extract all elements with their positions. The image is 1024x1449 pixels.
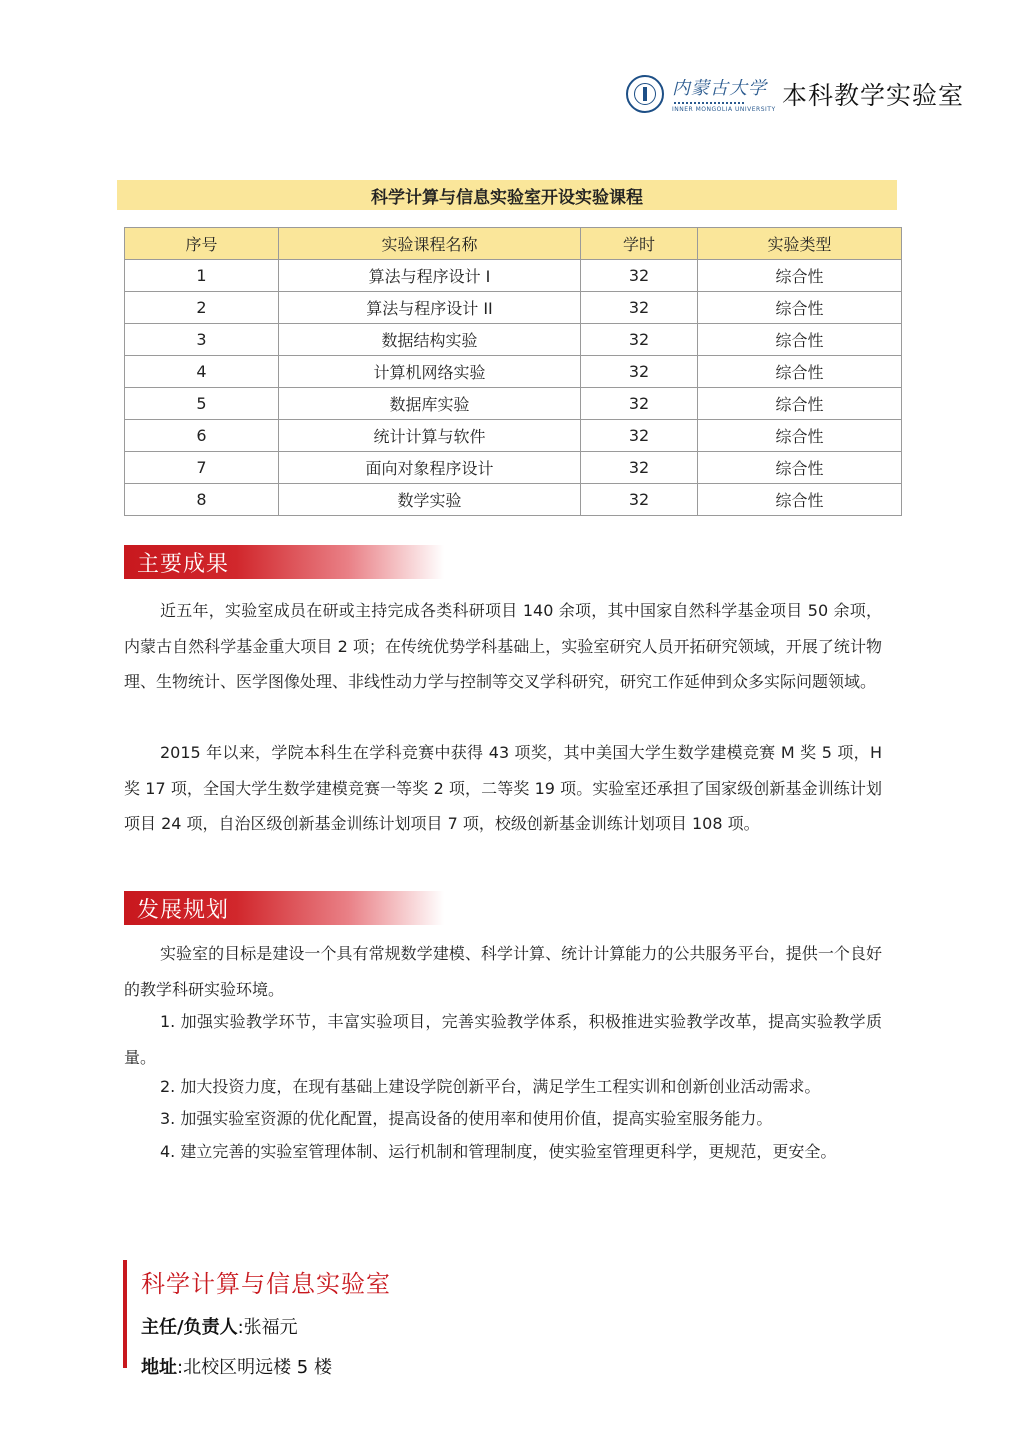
- address-line: [141, 1353, 391, 1379]
- director-line: [141, 1313, 391, 1339]
- cell-no: 8: [125, 484, 279, 516]
- cell-hours: 32: [581, 388, 698, 420]
- cell-course-name: 计算机网络实验: [279, 356, 581, 388]
- lab-info: [123, 1260, 391, 1378]
- cell-no: 1: [125, 260, 279, 292]
- cell-no: 6: [125, 420, 279, 452]
- cell-hours: 32: [581, 324, 698, 356]
- cell-hours: 32: [581, 484, 698, 516]
- table-row: [125, 356, 902, 388]
- table-caption: 科学计算与信息实验室开设实验课程: [117, 180, 897, 210]
- plan-item-1: 1. 加强实验教学环节，丰富实验项目，完善实验教学体系，积极推进实验教学改革，提高实验教学质量。: [124, 1012, 882, 1067]
- plan-item-4: 4. 建立完善的实验室管理体制、运行机制和管理制度，使实验室管理更科学，更规范，更安全。: [160, 1142, 837, 1161]
- director-label: 主任/负责人: [141, 1317, 238, 1338]
- header-type: 实验类型: [698, 228, 902, 260]
- cell-course-name: 算法与程序设计 I: [279, 260, 581, 292]
- table-header-row: [125, 228, 902, 260]
- address-value: :北校区明远楼 5 楼: [177, 1357, 332, 1378]
- logo-chinese-text: 内蒙古大学: [672, 78, 767, 99]
- achievements-paragraph-2: 2015 年以来，学院本科生在学科竞赛中获得 43 项奖，其中美国大学生数学建模竞赛 M 奖 5 项，H 奖 17 项，全国大学生数学建模竞赛一等奖 2 项，二等奖 19 项。实验室还承担了国家级创新基金训练计划项目 24 项，自治区级创新基金训练计划项目 7 项，校级创新基金训练计划项目 108 项。: [124, 743, 882, 833]
- table-row: [125, 452, 902, 484]
- cell-type: 综合性: [698, 260, 902, 292]
- table-row: [125, 292, 902, 324]
- address-label: 地址: [141, 1357, 177, 1378]
- table-row: [125, 324, 902, 356]
- plan-banner: [124, 891, 444, 925]
- achievements-banner: [124, 545, 444, 579]
- director-value: :张福元: [237, 1317, 298, 1338]
- table-row: [125, 388, 902, 420]
- logo-english-text: INNER MONGOLIA UNIVERSITY: [672, 106, 776, 113]
- achievements-paragraph-1: 近五年，实验室成员在研或主持完成各类科研项目 140 余项，其中国家自然科学基金项目 50 余项，内蒙古自然科学基金重大项目 2 项；在传统优势学科基础上，实验室研究人员开拓研究领域，开展了统计物理、生物统计、医学图像处理、非线性动力学与控制等交叉学科研究，研究工作延伸到众多实际问题领域。: [124, 601, 882, 691]
- header-no: 序号: [125, 228, 279, 260]
- page-header: [626, 70, 964, 118]
- university-logo: [672, 74, 778, 114]
- courses-table: [124, 227, 902, 516]
- plan-paragraph-1: 实验室的目标是建设一个具有常规数学建模、科学计算、统计计算能力的公共服务平台，提供一个良好的教学科研实验环境。: [124, 944, 882, 999]
- cell-hours: 32: [581, 420, 698, 452]
- cell-course-name: 数学实验: [279, 484, 581, 516]
- header-hours: 学时: [581, 228, 698, 260]
- cell-type: 综合性: [698, 356, 902, 388]
- cell-hours: 32: [581, 452, 698, 484]
- cell-no: 5: [125, 388, 279, 420]
- plan-heading: 发展规划: [137, 897, 230, 923]
- cell-no: 2: [125, 292, 279, 324]
- cell-type: 综合性: [698, 420, 902, 452]
- cell-course-name: 数据结构实验: [279, 324, 581, 356]
- table-row: [125, 484, 902, 516]
- cell-type: 综合性: [698, 324, 902, 356]
- plan-item-2: 2. 加大投资力度，在现有基础上建设学院创新平台，满足学生工程实训和创新创业活动需求。: [160, 1077, 821, 1096]
- cell-type: 综合性: [698, 388, 902, 420]
- cell-course-name: 面向对象程序设计: [279, 452, 581, 484]
- cell-type: 综合性: [698, 292, 902, 324]
- cell-hours: 32: [581, 260, 698, 292]
- table-row: [125, 420, 902, 452]
- university-seal-icon: [626, 75, 664, 113]
- header-title: 本科教学实验室: [782, 81, 965, 110]
- header-course-name: 实验课程名称: [279, 228, 581, 260]
- cell-no: 7: [125, 452, 279, 484]
- logo-mongolian-script: [674, 96, 744, 104]
- lab-name: 科学计算与信息实验室: [141, 1270, 391, 1298]
- cell-no: 4: [125, 356, 279, 388]
- table-row: [125, 260, 902, 292]
- cell-course-name: 数据库实验: [279, 388, 581, 420]
- cell-type: 综合性: [698, 452, 902, 484]
- cell-course-name: 统计计算与软件: [279, 420, 581, 452]
- cell-type: 综合性: [698, 484, 902, 516]
- cell-hours: 32: [581, 292, 698, 324]
- cell-no: 3: [125, 324, 279, 356]
- achievements-heading: 主要成果: [137, 551, 230, 577]
- cell-course-name: 算法与程序设计 II: [279, 292, 581, 324]
- plan-item-3: 3. 加强实验室资源的优化配置，提高设备的使用率和使用价值，提高实验室服务能力。: [160, 1109, 773, 1128]
- cell-hours: 32: [581, 356, 698, 388]
